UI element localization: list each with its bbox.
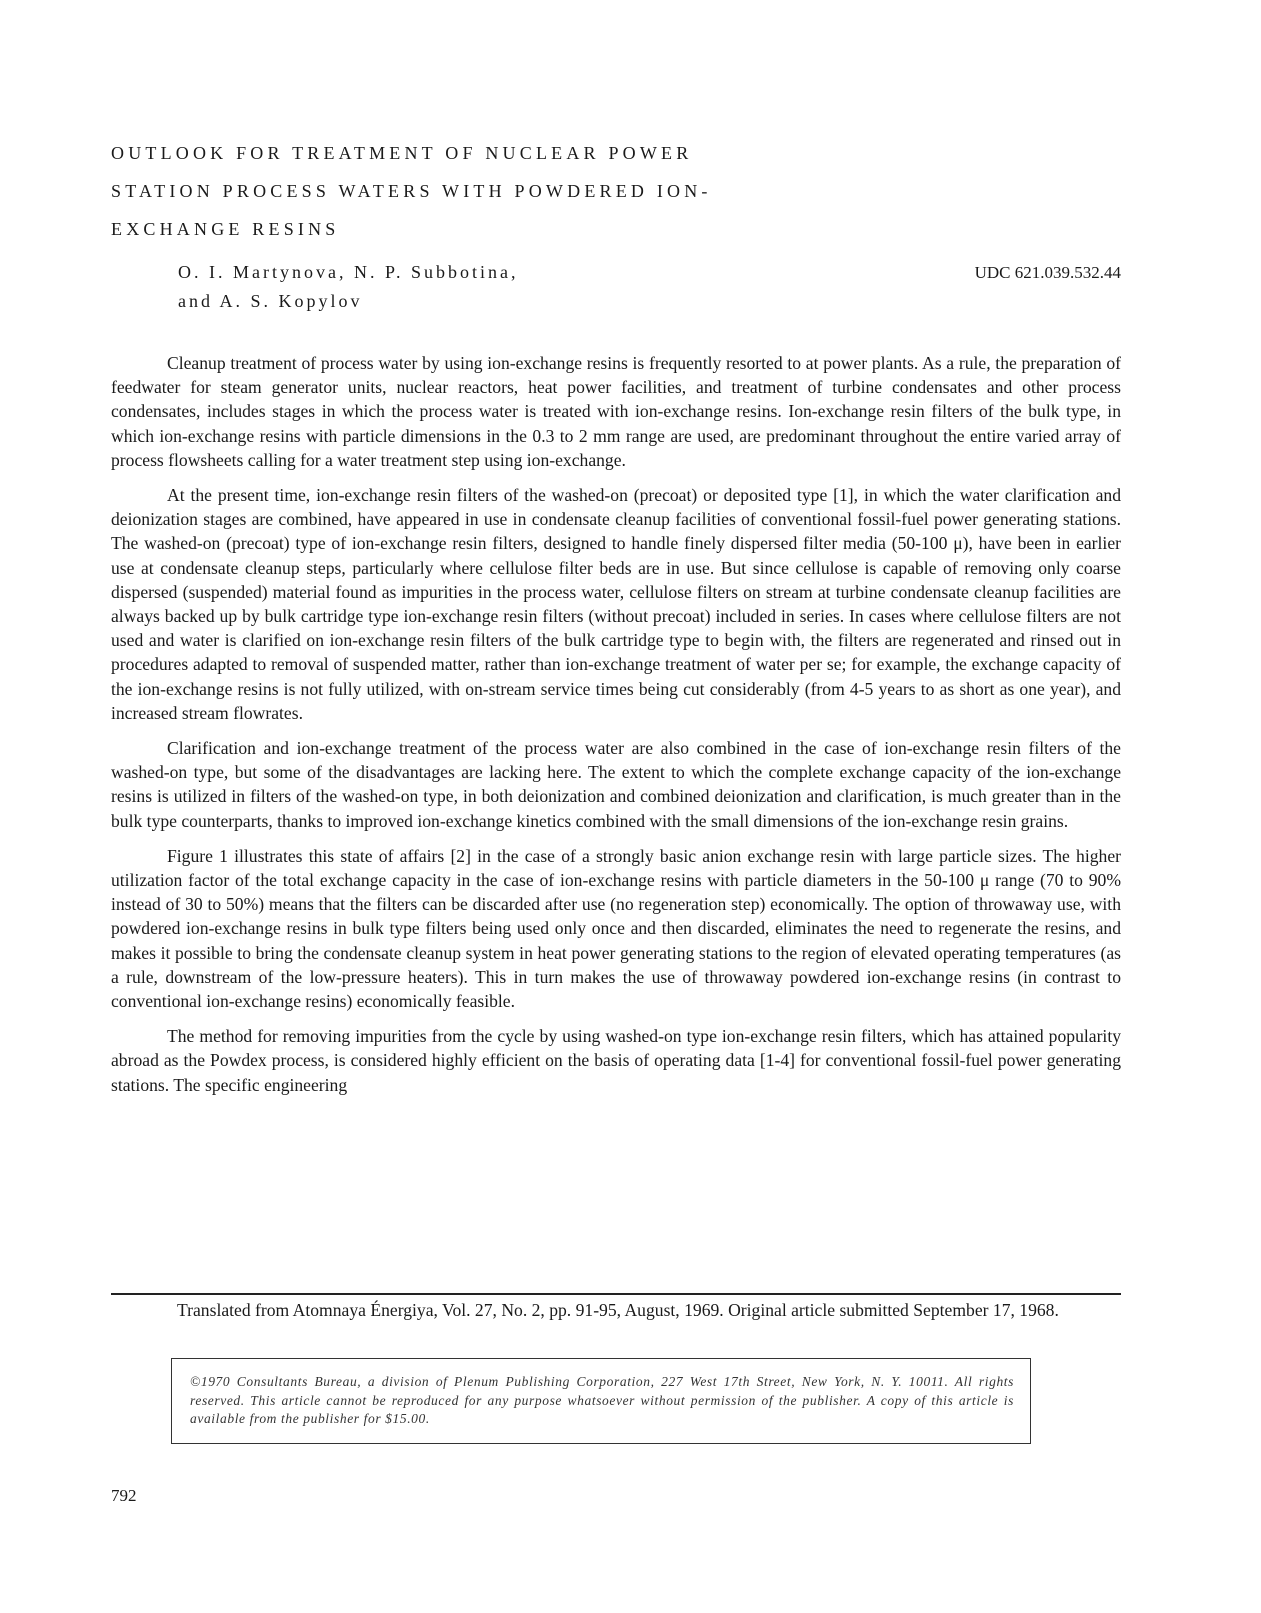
udc-classification: UDC 621.039.532.44 bbox=[974, 263, 1121, 282]
authors-line-2: and A. S. Kopylov bbox=[178, 291, 363, 311]
article-title bbox=[111, 134, 811, 248]
title-line-3: EXCHANGE RESINS bbox=[111, 219, 340, 239]
authors-line-1: O. I. Martynova, N. P. Subbotina, bbox=[178, 262, 519, 282]
copyright-notice: ©1970 Consultants Bureau, a division of Plenum Publishing Corporation, 227 West 17th Street, New York, N. Y. 10011. All rights reserved. This article cannot be reproduced for any purpose whatsoever without permission of the publisher. A copy of this article is available from the publisher for $15.00. bbox=[171, 1358, 1031, 1444]
author-list bbox=[178, 258, 519, 316]
body-paragraph-3: Clarification and ion-exchange treatment of the process water are also combined in the case of ion-exchange resin filters of the washed-on type, but some of the disadvantages are lacking here. The extent to which the complete exchange capacity of the ion-exchange resins is utilized in filters of the washed-on type, in both deionization and combined deionization and clarification, is much greater than in the bulk type counterparts, thanks to improved ion-exchange kinetics combined with the small dimensions of the ion-exchange resin grains. bbox=[111, 738, 1121, 831]
body-paragraph-4: Figure 1 illustrates this state of affairs [2] in the case of a strongly basic anion exchange resin with large particle sizes. The higher utilization factor of the total exchange capacity in the case of ion-exchange resins with particle diameters in the 50-100 μ range (70 to 90% instead of 30 to 50%) means that the filters can be discarded after use (no regeneration step) economically. The option of throwaway use, with powdered ion-exchange resins in bulk type filters being used only once and then discarded, eliminates the need to regenerate the resins, and makes it possible to bring the condensate cleanup system in heat power generating stations to the region of elevated operating temperatures (as a rule, downstream of the low-pressure heaters). This in turn makes the use of throwaway powdered ion-exchange resins (in contrast to conventional ion-exchange resins) economically feasible. bbox=[111, 845, 1121, 1012]
page-number: 792 bbox=[111, 1486, 137, 1505]
translation-note: Translated from Atomnaya Énergiya, Vol. 27, No. 2, pp. 91-95, August, 1969. Original article submitted September 17, 1968. bbox=[177, 1300, 1059, 1320]
body-paragraph-1: Cleanup treatment of process water by using ion-exchange resins is frequently resorted to at power plants. As a rule, the preparation of feedwater for steam generator units, nuclear reactors, heat power facilities, and treatment of turbine condensates and other process condensates, includes stages in which the process water is treated with ion-exchange resins. Ion-exchange resin filters of the bulk type, in which ion-exchange resins with particle dimensions in the 0.3 to 2 mm range are used, are predominant throughout the entire varied array of process flowsheets calling for a water treatment step using ion-exchange. bbox=[111, 353, 1121, 470]
title-line-2: STATION PROCESS WATERS WITH POWDERED ION- bbox=[111, 181, 712, 201]
footnote-divider bbox=[111, 1293, 1121, 1295]
body-paragraph-5: The method for removing impurities from the cycle by using washed-on type ion-exchange resin filters, which has attained popularity abroad as the Powdex process, is considered highly efficient on the basis of operating data [1-4] for conventional fossil-fuel power generating stations. The specific engineering bbox=[111, 1026, 1121, 1095]
title-line-1: OUTLOOK FOR TREATMENT OF NUCLEAR POWER bbox=[111, 143, 693, 163]
article-body bbox=[111, 351, 1121, 1108]
body-paragraph-2: At the present time, ion-exchange resin filters of the washed-on (precoat) or deposited type [1], in which the water clarification and deionization stages are combined, have appeared in use in condensate cleanup facilities of conventional fossil-fuel power generating stations. The washed-on (precoat) type of ion-exchange resin filters, designed to handle finely dispersed filter media (50-100 μ), have been in earlier use at condensate cleanup steps, particularly where cellulose filter beds are in use. But since cellulose is capable of removing only coarse dispersed (suspended) material found as impurities in the process water, cellulose filters on stream at turbine condensate cleanup facilities are always backed up by bulk cartridge type ion-exchange resin filters (without precoat) included in series. In cases where cellulose filters are not used and water is clarified on ion-exchange resin filters of the bulk cartridge type to begin with, the filters are regenerated and rinsed out in procedures adapted to removal of suspended matter, rather than ion-exchange treatment of water per se; for example, the exchange capacity of the ion-exchange resins is not fully utilized, with on-stream service times being cut considerably (from 4-5 years to as short as one year), and increased stream flowrates. bbox=[111, 485, 1121, 723]
